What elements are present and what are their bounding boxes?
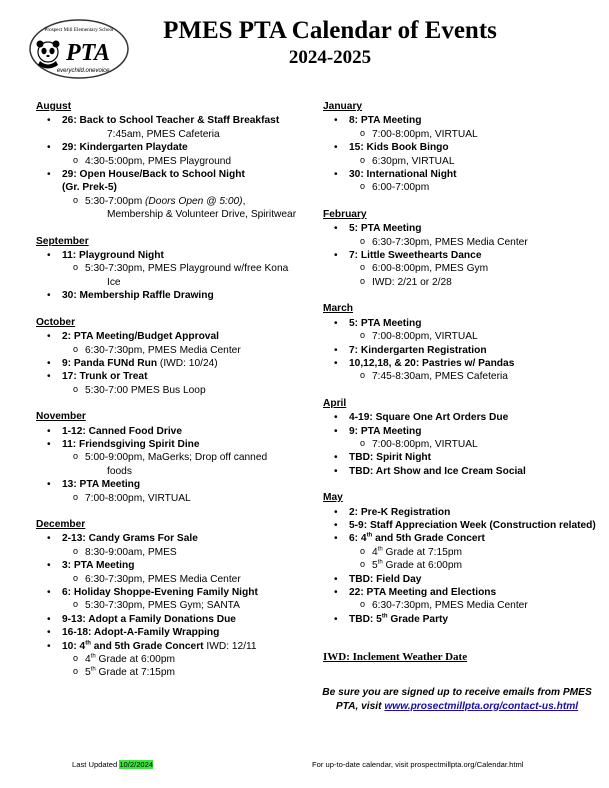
event-item <box>323 249 598 262</box>
event-title: 5-9: Staff Appreciation Week (Construction related) <box>349 519 596 531</box>
event-item <box>323 519 598 532</box>
event-item <box>36 586 306 599</box>
event-title: 3: PTA Meeting <box>62 560 135 572</box>
event-list <box>323 317 598 384</box>
event-item <box>36 532 306 545</box>
month-section <box>36 235 306 303</box>
event-title: 6: Holiday Shoppe-Evening Family Night <box>62 587 258 598</box>
event-item <box>323 532 598 545</box>
event-detail: o 7:00-8:00pm, VIRTUAL <box>36 492 306 505</box>
event-item <box>323 168 598 181</box>
page-title: PMES PTA Calendar of Events <box>163 17 497 44</box>
month-section <box>323 491 598 626</box>
event-list <box>36 114 306 221</box>
event-title: TBD: Field Day <box>349 573 422 585</box>
event-title: 11: Friendsgiving Spirit Dine <box>62 438 200 450</box>
event-detail: o 5th Grade at 7:15pm <box>36 666 306 679</box>
event-detail: o 5:30-7:30pm, PMES Playground w/free Kona <box>36 262 306 275</box>
last-updated-label: Last Updated <box>72 760 118 769</box>
pta-logo <box>28 18 130 80</box>
event-item <box>323 506 598 519</box>
month-heading: May <box>323 492 343 504</box>
month-heading: January <box>323 101 363 112</box>
event-detail: o IWD: 2/21 or 2/28 <box>323 276 598 289</box>
event-item <box>323 613 598 626</box>
event-title: 2: PTA Meeting/Budget Approval <box>62 331 219 343</box>
month-section <box>36 518 306 680</box>
event-title: 9: PTA Meeting <box>349 425 422 437</box>
event-title: 13: PTA Meeting <box>62 479 141 491</box>
event-item <box>36 141 306 154</box>
event-item <box>36 559 306 572</box>
event-title-cont: (Gr. Prek-5) <box>62 182 117 194</box>
event-title: 7: Little Sweethearts Dance <box>349 250 482 262</box>
event-title: 7: Kindergarten Registration <box>349 344 487 356</box>
month-section <box>323 208 598 289</box>
event-detail: o 7:00-8:00pm, VIRTUAL <box>323 128 598 141</box>
event-detail: o 6:30pm, VIRTUAL <box>323 155 598 168</box>
month-heading: October <box>36 316 76 328</box>
event-title: 6: 4th and 5th Grade Concert <box>349 532 485 545</box>
month-heading: December <box>36 518 86 530</box>
event-title: 22: PTA Meeting and Elections <box>349 587 497 598</box>
event-note: (IWD: 10/24) <box>157 357 218 369</box>
event-title: 5: PTA Meeting <box>349 223 422 235</box>
event-detail: o 8:30-9:00am, PMES <box>36 546 306 559</box>
event-list <box>323 114 598 194</box>
month-section <box>36 316 306 397</box>
event-title: 2: Pre-K Registration <box>349 506 451 518</box>
event-title: 9: Panda FUNd Run <box>62 357 158 369</box>
last-updated <box>72 760 153 769</box>
left-column <box>36 100 306 693</box>
event-item <box>323 344 598 357</box>
event-detail: o 4:30-5:00pm, PMES Playground <box>36 155 306 168</box>
month-heading: September <box>36 235 89 247</box>
event-title: 29: Kindergarten Playdate <box>62 142 188 154</box>
event-detail: o 6:30-7:30pm, PMES Media Center <box>323 599 598 612</box>
event-title: 4-19: Square One Art Orders Due <box>349 412 509 424</box>
event-item <box>36 370 306 383</box>
event-item <box>323 222 598 235</box>
event-title: TBD: 5th Grade Party <box>349 613 449 625</box>
event-list <box>36 330 306 397</box>
event-detail: o 7:00-8:00pm, VIRTUAL <box>323 330 598 343</box>
month-heading: August <box>36 101 72 112</box>
event-item <box>323 451 598 464</box>
event-title: 29: Open House/Back to School Night <box>62 169 245 181</box>
month-heading: April <box>323 397 347 409</box>
logo-school-name: Prospect Mill Elementary School <box>44 27 114 33</box>
event-title: 10: 4th and 5th Grade Concert <box>62 640 204 652</box>
event-list <box>36 249 306 303</box>
month-section <box>323 100 598 195</box>
event-detail: o 6:00-8:00pm, PMES Gym <box>323 262 598 275</box>
event-list <box>36 425 306 505</box>
event-title: 8: PTA Meeting <box>349 115 422 127</box>
event-item <box>36 640 306 653</box>
event-list <box>36 532 306 679</box>
event-title: 9-13: Adopt a Family Donations Due <box>62 613 236 625</box>
month-heading: November <box>36 411 86 423</box>
month-section <box>36 100 306 222</box>
event-item <box>36 168 306 195</box>
event-detail: o 5th Grade at 6:00pm <box>323 559 598 572</box>
month-heading: March <box>323 303 354 315</box>
logo-tagline: everychild.onevoice. <box>56 68 112 74</box>
event-item <box>36 289 306 302</box>
month-section <box>323 397 598 478</box>
last-updated-date: 10/2/2024 <box>119 760 154 769</box>
event-title: 16-18: Adopt-A-Family Wrapping <box>62 627 220 639</box>
notice-text: Be sure you are signed up to receive emails from PMES PTA, visit <box>322 687 592 712</box>
event-title: TBD: Spirit Night <box>349 452 432 464</box>
event-list <box>323 222 598 289</box>
event-detail: o 6:00-7:00pm <box>323 181 598 194</box>
event-detail: o 4th Grade at 7:15pm <box>323 546 598 559</box>
event-item <box>323 141 598 154</box>
contact-link[interactable]: www.prosectmillpta.org/contact-us.html <box>384 700 579 712</box>
month-section <box>323 302 598 383</box>
event-detail: o 7:45-8:30am, PMES Cafeteria <box>323 370 598 383</box>
page-subtitle: 2024-2025 <box>288 47 372 68</box>
event-detail: foods <box>107 465 132 477</box>
event-title: TBD: Art Show and Ice Cream Social <box>349 465 526 477</box>
event-title: 26: Back to School Teacher & Staff Breakfast <box>62 115 280 127</box>
event-detail: o 6:30-7:30pm, PMES Media Center <box>36 573 306 586</box>
event-item <box>323 425 598 438</box>
event-detail: o 5:30-7:00pm (Doors Open @ 5:00), <box>36 195 306 208</box>
event-title: 30: International Night <box>349 169 457 181</box>
event-item <box>36 626 306 639</box>
event-item <box>36 249 306 262</box>
event-list <box>323 411 598 478</box>
event-detail: Membership & Volunteer Drive, Spiritwear <box>107 209 297 221</box>
month-heading: February <box>323 208 367 220</box>
event-detail: o 5:00-9:00pm, MaGerks; Drop off canned <box>36 451 306 464</box>
event-item <box>323 586 598 599</box>
event-item <box>36 478 306 491</box>
event-title: 15: Kids Book Bingo <box>349 142 449 154</box>
email-notice <box>318 686 596 713</box>
event-detail: o 7:00-8:00pm, VIRTUAL <box>323 438 598 451</box>
event-title: 30: Membership Raffle Drawing <box>62 290 214 302</box>
right-column <box>323 100 598 639</box>
event-item <box>323 114 598 127</box>
event-item <box>323 573 598 586</box>
iwd-legend: IWD: Inclement Weather Date <box>323 651 468 663</box>
logo-brand: PTA <box>65 40 111 66</box>
event-title: 2-13: Candy Grams For Sale <box>62 533 198 545</box>
event-detail: o 5:30-7:30pm, PMES Gym; SANTA <box>36 599 306 612</box>
event-title: 11: Playground Night <box>62 250 164 262</box>
event-detail: 7:45am, PMES Cafeteria <box>107 128 220 140</box>
event-item <box>323 411 598 424</box>
event-item <box>36 425 306 438</box>
event-item <box>36 114 306 127</box>
calendar-note: For up-to-date calendar, visit prospectmillpta.org/Calendar.html <box>312 760 524 769</box>
event-title: 10,12,18, & 20: Pastries w/ Pandas <box>349 357 515 369</box>
event-detail: o 6:30-7:30pm, PMES Media Center <box>36 344 306 357</box>
event-item <box>36 330 306 343</box>
event-title: 17: Trunk or Treat <box>62 371 148 383</box>
event-detail: Ice <box>107 276 121 288</box>
event-title: 5: PTA Meeting <box>349 317 422 329</box>
event-detail: o 6:30-7:30pm, PMES Media Center <box>323 236 598 249</box>
event-item <box>323 357 598 370</box>
event-detail: o 4th Grade at 6:00pm <box>36 653 306 666</box>
event-list <box>323 506 598 627</box>
event-item <box>323 465 598 478</box>
event-item <box>36 357 306 370</box>
month-section <box>36 410 306 505</box>
event-item <box>323 317 598 330</box>
event-detail: o 5:30-7:00 PMES Bus Loop <box>36 384 306 397</box>
event-note: IWD: 12/11 <box>203 640 257 652</box>
event-item <box>36 613 306 626</box>
event-title: 1-12: Canned Food Drive <box>62 425 183 437</box>
event-item <box>36 438 306 451</box>
